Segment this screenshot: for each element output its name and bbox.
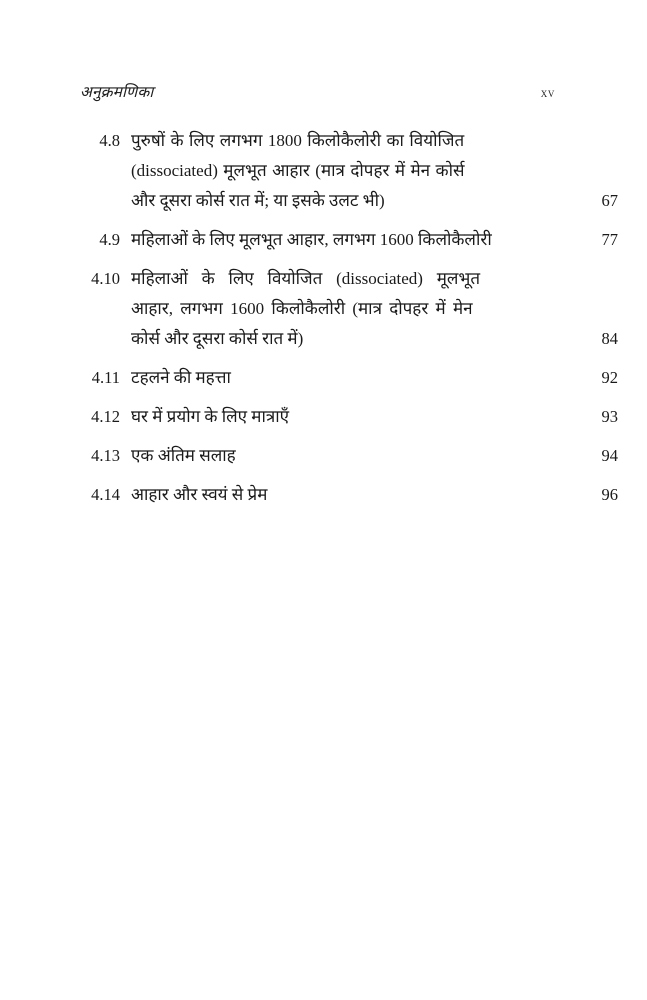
toc-entry-lines (131, 480, 618, 510)
toc-entry-line-text: एक अंतिम सलाह (131, 446, 236, 465)
toc-entry-folio: 96 (601, 485, 618, 504)
toc-entry-line-text: महिलाओं के लिए वियोजित (dissociated) मूलभूत (131, 269, 481, 288)
toc-entry[interactable] (78, 480, 618, 510)
toc-entry-line (131, 324, 618, 354)
running-head-title: अनुक्रमणिका (80, 84, 154, 101)
toc-entry-folio: 67 (601, 191, 618, 210)
toc-entry-number: 4.8 (99, 131, 120, 150)
toc-entry-line (131, 363, 618, 393)
toc-entry-folio: 92 (601, 368, 618, 387)
toc-entry-line (131, 480, 618, 510)
toc-entry-folio: 93 (601, 407, 618, 426)
toc-entry-number: 4.10 (91, 269, 120, 288)
toc-entry-folio: 94 (601, 446, 618, 465)
toc-entry-line (131, 156, 565, 186)
toc-entry-line (131, 225, 618, 255)
toc-entry-lines (131, 441, 618, 471)
toc-entry-line (131, 264, 565, 294)
toc-entry-line-text: (dissociated) मूलभूत आहार (मात्र दोपहर में मेन कोर्स (131, 161, 465, 180)
toc-entry-line-text: टहलने की महत्ता (131, 368, 231, 387)
toc-entry[interactable] (78, 126, 618, 216)
toc-entry[interactable] (78, 402, 618, 432)
toc-entry-number: 4.12 (91, 407, 120, 426)
toc-entry-line (131, 294, 565, 324)
toc-entry-line-text: महिलाओं के लिए मूलभूत आहार, लगभग 1600 किलोकैलोरी (131, 230, 492, 249)
toc-entry[interactable] (78, 363, 618, 393)
toc-list (78, 126, 618, 510)
toc-entry-line-text: आहार और स्वयं से प्रेम (131, 485, 268, 504)
toc-entry-number: 4.11 (91, 368, 120, 387)
toc-entry-line-text: घर में प्रयोग के लिए मात्राएँ (131, 407, 290, 426)
toc-entry-lines (131, 225, 618, 255)
toc-entry-line-text: कोर्स और दूसरा कोर्स रात में) (131, 329, 304, 348)
running-head-folio: xv (540, 85, 555, 100)
toc-entry-line-text: पुरुषों के लिए लगभग 1800 किलोकैलोरी का वियोजित (131, 131, 465, 150)
toc-entry-line (131, 186, 618, 216)
toc-entry-lines (131, 264, 618, 354)
toc-entry-folio: 77 (601, 230, 618, 249)
toc-entry-line (131, 126, 565, 156)
toc-entry-line (131, 441, 618, 471)
toc-entry-lines (131, 402, 618, 432)
toc-entry-number: 4.14 (91, 485, 120, 504)
toc-entry[interactable] (78, 441, 618, 471)
toc-entry-lines (131, 126, 618, 216)
toc-entry-line-text: और दूसरा कोर्स रात में; या इसके उलट भी) (131, 191, 385, 210)
toc-entry[interactable] (78, 225, 618, 255)
toc-entry-number: 4.9 (99, 230, 120, 249)
toc-entry-line (131, 402, 618, 432)
toc-entry-number: 4.13 (91, 446, 120, 465)
toc-entry[interactable] (78, 264, 618, 354)
running-head (80, 80, 555, 104)
toc-entry-lines (131, 363, 618, 393)
toc-entry-folio: 84 (601, 329, 618, 348)
toc-entry-line-text: आहार, लगभग 1600 किलोकैलोरी (मात्र दोपहर में मेन (131, 299, 473, 318)
